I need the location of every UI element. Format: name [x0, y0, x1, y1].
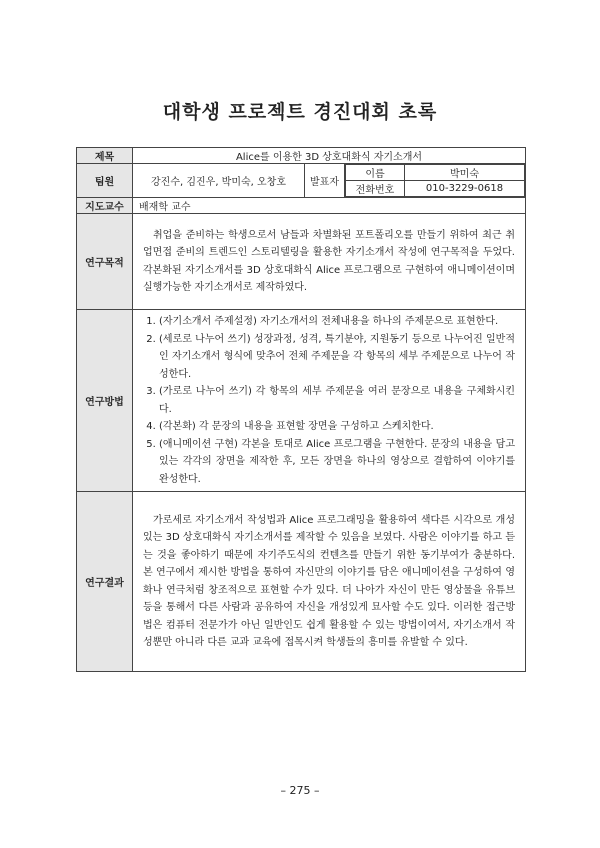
result-cell: [133, 492, 526, 672]
page-title: 대학생 프로젝트 경진대회 초록: [162, 101, 438, 123]
label-method: 연구방법: [77, 310, 133, 492]
method-item: 2. (세로로 나누어 쓰기) 성장과정, 성격, 특기분야, 지원동기 등으로 나누어진 일반적인 자기소개서 형식에 맞추어 전체 주제문을 각 항목의 세부 주제문으로 나누어 작성한다.: [159, 331, 515, 384]
method-item: 5. (애니메이션 구현) 각본을 토대로 Alice 프로그램을 구현한다. 문장의 내용을 담고 있는 각각의 장면을 제작한 후, 모든 장면을 하나의 영상으로 결합하여 이야기를 완성한다.: [159, 436, 515, 489]
method-item: 3. (가로로 나누어 쓰기) 각 항목의 세부 주제문을 여러 문장으로 내용을 구체화시킨다.: [159, 383, 515, 418]
method-item: 1. (자기소개서 주제설정) 자기소개서의 전체내용을 하나의 주제문으로 표현한다.: [159, 313, 515, 331]
method-list: [133, 313, 525, 488]
row-purpose: [77, 214, 526, 310]
team-members: 강진수, 김진우, 박미숙, 오창호: [133, 164, 305, 198]
abstract-form-table: [76, 147, 526, 672]
purpose-cell: [133, 214, 526, 310]
project-title: Alice를 이용한 3D 상호대화식 자기소개서: [133, 148, 526, 164]
row-method: [77, 310, 526, 492]
method-cell: [133, 310, 526, 492]
result-text: 가로세로 자기소개서 작성법과 Alice 프로그래밍을 활용하여 색다른 시각으로 개성있는 3D 상호대화식 자기소개서를 제작할 수 있음을 보였다. 사람은 이야기를 하고 듣는 것을 좋아하기 때문에 자기주도식의 컨텐츠를 만들기 위한 동기부여가 충분하다. 본 연구에서 제시한 방법을 통하여 자신만의 이야기를 담은 애니메이션을 구성하여 영화나 연극처럼 창조적으로 표현할 수가 있다. 더 나아가 자신이 만든 영상물을 유튜브 등을 통해서 다른 사람과 공유하여 자신을 개성있게 묘사할 수도 있다. 이러한 접근방법은 컴퓨터 전문가가 아닌 일반인도 쉽게 활용할 수 있는 방법이여서, 자기소개서 작성뿐만 아니라 다른 교과 교육에 접목시켜 학생들의 흥미를 유발할 수 있다.: [143, 514, 515, 648]
row-result: [77, 492, 526, 672]
page-number: – 275 –: [280, 784, 320, 797]
presenter-cell: [345, 164, 526, 198]
presenter-name-label: 이름: [346, 165, 405, 181]
presenter-phone: 010-3229-0618: [405, 181, 525, 197]
purpose-text: 취업을 준비하는 학생으로서 남들과 차별화된 포트폴리오를 만들기 위하여 최근 취업면접 준비의 트렌드인 스토리텔링을 활용한 자기소개서 작성에 연구목적을 두었다. 각본화된 자기소개서를 3D 상호대화식 Alice 프로그램으로 구현하여 애니메이션이며 실행가능한 자기소개서로 제작하였다.: [143, 229, 515, 293]
row-team: [77, 164, 526, 198]
label-team: 팀원: [77, 164, 133, 198]
row-advisor: [77, 198, 526, 214]
presenter-subtable: [345, 164, 525, 197]
method-item: 4. (각본화) 각 문장의 내용을 표현할 장면을 구성하고 스케치한다.: [159, 418, 515, 436]
presenter-name: 박미숙: [405, 165, 525, 181]
label-advisor: 지도교수: [77, 198, 133, 214]
label-title: 제목: [77, 148, 133, 164]
label-result: 연구결과: [77, 492, 133, 672]
presenter-phone-label: 전화번호: [346, 181, 405, 197]
label-purpose: 연구목적: [77, 214, 133, 310]
row-title: [77, 148, 526, 164]
label-presenter: 발표자: [305, 164, 345, 198]
advisor-name: 배재학 교수: [133, 198, 526, 214]
